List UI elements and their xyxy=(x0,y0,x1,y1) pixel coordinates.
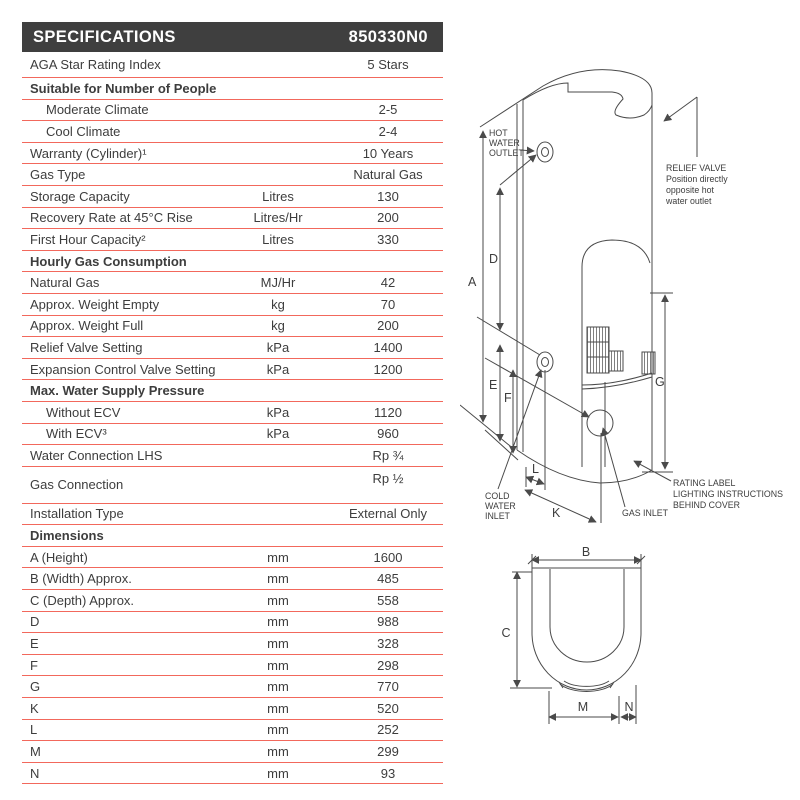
dim-letter-e: E xyxy=(489,378,498,392)
section-header-row xyxy=(22,78,443,100)
row-label: Approx. Weight Full xyxy=(30,318,144,334)
row-unit: kPa xyxy=(266,404,290,420)
row-unit: mm xyxy=(267,614,289,630)
spec-row xyxy=(22,186,443,208)
spec-row xyxy=(22,547,443,569)
svg-text:BEHIND COVER: BEHIND COVER xyxy=(673,500,740,510)
dim-letter-f: F xyxy=(504,391,512,405)
svg-text:water outlet: water outlet xyxy=(666,196,712,206)
spec-row xyxy=(22,741,443,763)
dim-letter-g: G xyxy=(655,375,665,389)
row-label: D xyxy=(30,614,40,630)
row-unit: kPa xyxy=(266,339,290,355)
row-value: Natural Gas xyxy=(353,167,423,183)
row-label: E xyxy=(30,636,39,652)
row-unit: mm xyxy=(267,571,289,587)
row-label: Approx. Weight Empty xyxy=(30,296,160,312)
row-value: External Only xyxy=(348,506,428,522)
row-unit: mm xyxy=(267,722,289,738)
row-value: 130 xyxy=(377,188,399,204)
row-value: 5 Stars xyxy=(367,57,409,72)
row-value: Rp ½ xyxy=(372,470,404,486)
svg-text:WATER: WATER xyxy=(489,138,520,148)
model-number: 850330N0 xyxy=(348,27,428,46)
row-unit: kPa xyxy=(266,361,290,377)
hot-water-outlet-label: HOT xyxy=(489,128,508,138)
row-value: 200 xyxy=(377,318,399,334)
row-label: With ECV³ xyxy=(46,426,107,442)
row-value: 330 xyxy=(377,231,399,247)
tank-plan-view xyxy=(532,568,641,691)
row-label: N xyxy=(30,765,40,781)
row-label: Recovery Rate at 45°C Rise xyxy=(30,210,193,226)
spec-row xyxy=(22,316,443,338)
dim-letter-d: D xyxy=(489,252,499,266)
row-value: Rp ¾ xyxy=(372,447,404,463)
row-label: Suitable for Number of People xyxy=(30,80,217,96)
row-value: 42 xyxy=(380,275,396,291)
row-value: 252 xyxy=(377,722,399,738)
row-unit: kg xyxy=(271,296,285,312)
spec-row xyxy=(22,208,443,230)
row-value: 328 xyxy=(377,636,399,652)
svg-text:Position directly: Position directly xyxy=(666,174,728,184)
section-header-row xyxy=(22,525,443,547)
row-unit: Litres/Hr xyxy=(253,210,303,226)
row-value: 988 xyxy=(377,614,399,630)
spec-row xyxy=(22,676,443,698)
row-unit: MJ/Hr xyxy=(260,275,296,291)
spec-row xyxy=(22,100,443,122)
spec-row xyxy=(22,52,443,78)
row-unit: mm xyxy=(267,549,289,565)
specifications-table xyxy=(22,22,443,784)
row-unit: Litres xyxy=(262,188,294,204)
row-value: 93 xyxy=(380,765,396,781)
row-value: 10 Years xyxy=(362,145,414,161)
dim-letter-m: M xyxy=(577,700,589,714)
front-dimension-lines xyxy=(460,97,697,523)
row-value: 2-4 xyxy=(378,123,398,139)
spec-row xyxy=(22,763,443,785)
row-label: K xyxy=(30,700,39,716)
row-value: 70 xyxy=(380,296,396,312)
row-label: Storage Capacity xyxy=(30,188,130,204)
row-unit: mm xyxy=(267,679,289,695)
row-unit: mm xyxy=(267,744,289,760)
spec-row xyxy=(22,121,443,143)
row-value: 299 xyxy=(377,744,399,760)
row-unit: kPa xyxy=(266,426,290,442)
dim-letter-b: B xyxy=(581,545,591,559)
row-value: 1600 xyxy=(373,549,403,565)
row-value: 1400 xyxy=(373,339,403,355)
front-view-labels xyxy=(468,128,783,521)
spec-row xyxy=(22,467,443,504)
row-unit: mm xyxy=(267,765,289,781)
row-unit: Litres xyxy=(262,231,294,247)
spec-row xyxy=(22,143,443,165)
dim-letter-a: A xyxy=(468,275,477,289)
plan-dimension-lines xyxy=(510,554,645,724)
page-title: SPECIFICATIONS xyxy=(33,27,176,46)
row-label: B (Width) Approx. xyxy=(30,571,132,587)
row-unit: mm xyxy=(267,700,289,716)
row-label: M xyxy=(30,744,41,760)
spec-row xyxy=(22,229,443,251)
row-value: 960 xyxy=(377,426,399,442)
spec-row xyxy=(22,164,443,186)
row-value: 2-5 xyxy=(378,102,398,118)
row-label: Gas Type xyxy=(30,167,86,183)
row-label: Moderate Climate xyxy=(46,102,149,118)
dim-letter-c: C xyxy=(501,626,511,640)
spec-row xyxy=(22,612,443,634)
spec-row xyxy=(22,359,443,381)
row-value: 1120 xyxy=(374,404,402,420)
water-heater-diagram xyxy=(460,55,800,745)
spec-row xyxy=(22,590,443,612)
svg-text:LIGHTING INSTRUCTIONS: LIGHTING INSTRUCTIONS xyxy=(673,489,783,499)
row-label: L xyxy=(30,722,38,738)
row-value: 298 xyxy=(377,657,399,673)
row-value: 520 xyxy=(377,700,399,716)
diagram-svg xyxy=(460,55,800,745)
spec-row xyxy=(22,633,443,655)
row-label: Max. Water Supply Pressure xyxy=(30,383,205,399)
spec-row xyxy=(22,504,443,526)
row-unit: mm xyxy=(267,657,289,673)
spec-row xyxy=(22,655,443,677)
row-label: Water Connection LHS xyxy=(30,447,163,463)
dim-letter-n: N xyxy=(624,700,634,714)
row-label: Without ECV xyxy=(46,404,121,420)
svg-text:opposite hot: opposite hot xyxy=(666,185,714,195)
spec-row xyxy=(22,424,443,446)
row-value: 485 xyxy=(377,571,399,587)
row-value: 558 xyxy=(377,592,399,608)
row-label: C (Depth) Approx. xyxy=(30,592,135,608)
row-unit: kg xyxy=(271,318,285,334)
svg-text:INLET: INLET xyxy=(485,511,510,521)
spec-table-body xyxy=(22,52,443,784)
section-header-row xyxy=(22,251,443,273)
row-label: First Hour Capacity² xyxy=(30,231,146,247)
spec-row xyxy=(22,568,443,590)
spec-row xyxy=(22,337,443,359)
row-value: 770 xyxy=(377,679,399,695)
row-label: Hourly Gas Consumption xyxy=(30,253,187,269)
spec-row xyxy=(22,272,443,294)
dim-letter-l: L xyxy=(532,462,539,476)
svg-text:OUTLET: OUTLET xyxy=(489,148,524,158)
spec-row xyxy=(22,445,443,467)
row-value: 1200 xyxy=(373,361,403,377)
rating-label-label: RATING LABEL xyxy=(673,478,736,488)
row-value: 200 xyxy=(377,210,399,226)
spec-row xyxy=(22,698,443,720)
row-label: Relief Valve Setting xyxy=(30,339,143,355)
dim-letter-k: K xyxy=(552,506,561,520)
gas-inlet-label: GAS INLET xyxy=(622,508,668,518)
row-label: G xyxy=(30,679,41,695)
relief-valve-label: RELIEF VALVE xyxy=(666,163,727,173)
row-label: AGA Star Rating Index xyxy=(30,57,161,72)
section-header-row xyxy=(22,380,443,402)
row-label: Warranty (Cylinder)¹ xyxy=(30,145,147,161)
svg-text:WATER: WATER xyxy=(485,501,516,511)
cold-water-inlet-label: COLD xyxy=(485,491,510,501)
row-label: Gas Connection xyxy=(30,477,124,493)
row-label: A (Height) xyxy=(30,549,88,565)
spec-table-header-bar xyxy=(22,22,443,52)
row-label: Dimensions xyxy=(30,528,104,544)
spec-row xyxy=(22,402,443,424)
row-label: Cool Climate xyxy=(46,123,121,139)
spec-row xyxy=(22,720,443,742)
row-label: Natural Gas xyxy=(30,275,100,291)
row-unit: mm xyxy=(267,592,289,608)
row-label: Expansion Control Valve Setting xyxy=(30,361,216,377)
spec-row xyxy=(22,294,443,316)
row-label: F xyxy=(30,657,38,673)
row-unit: mm xyxy=(267,636,289,652)
row-label: Installation Type xyxy=(30,506,124,522)
